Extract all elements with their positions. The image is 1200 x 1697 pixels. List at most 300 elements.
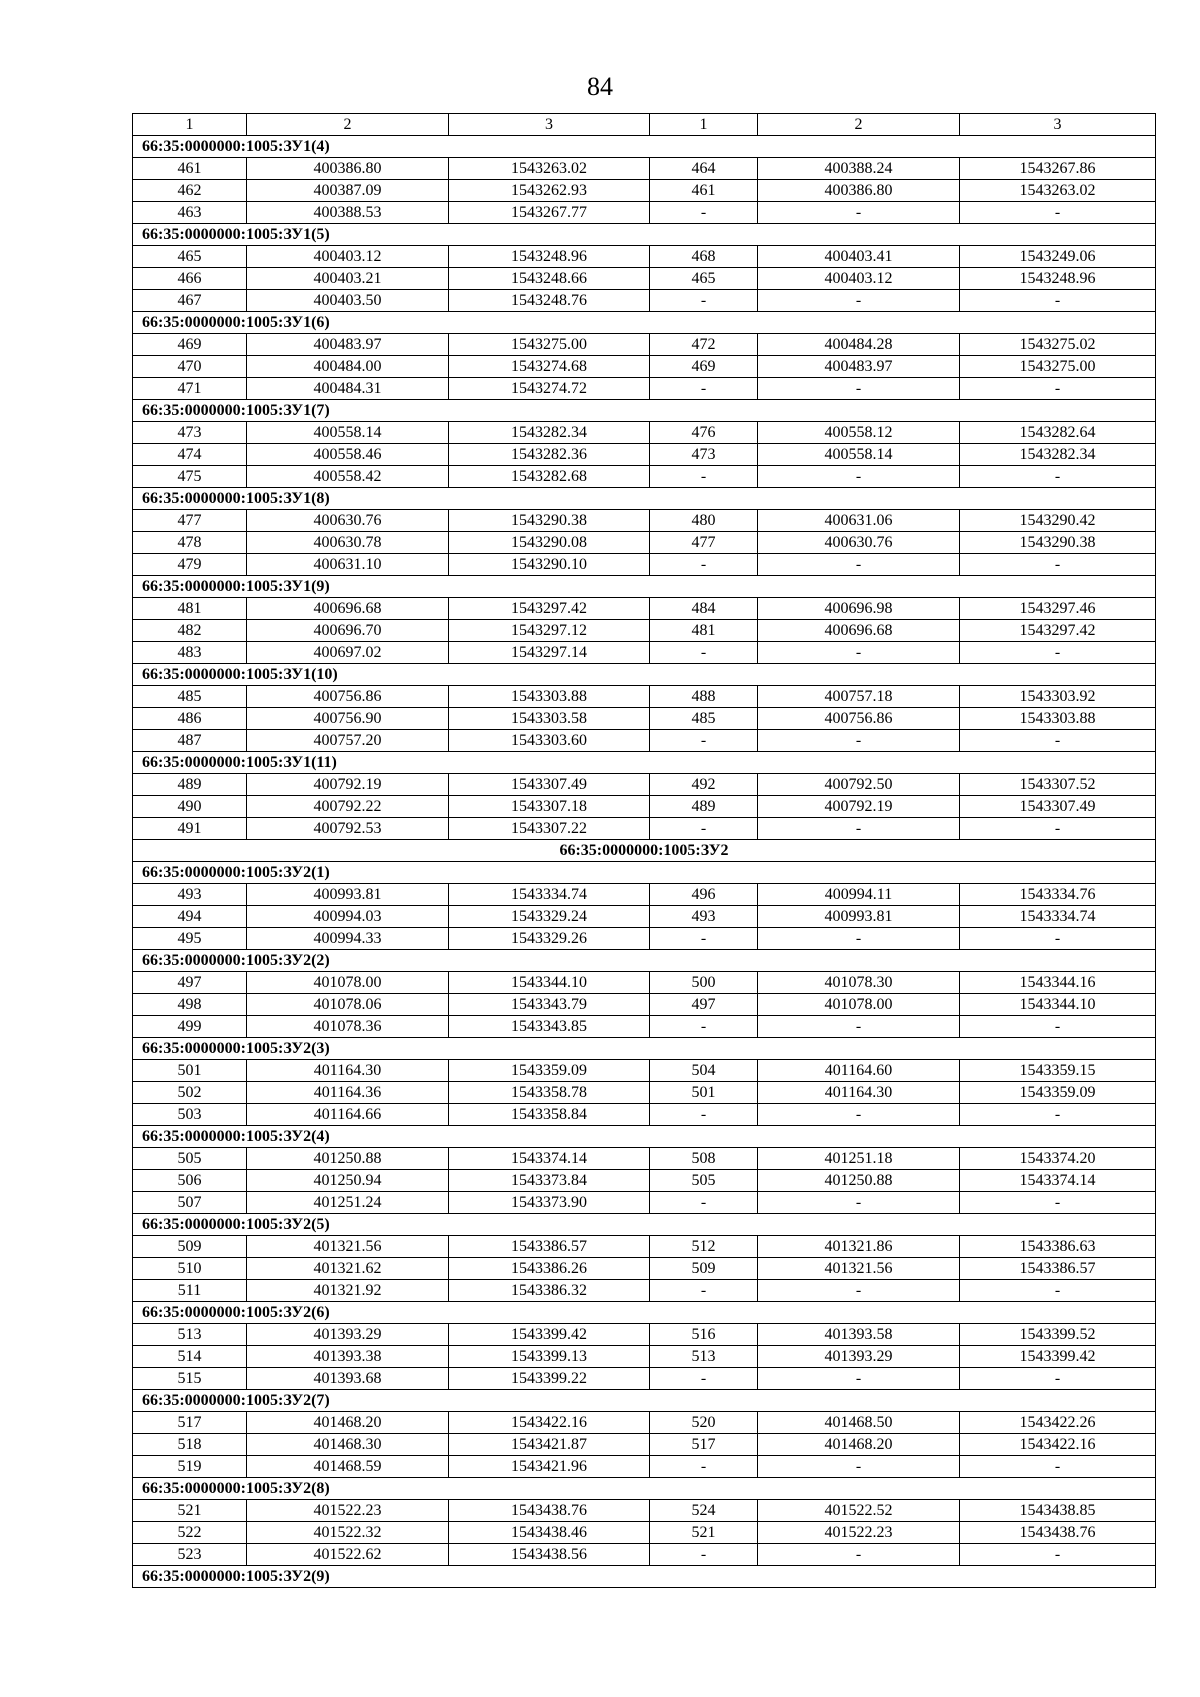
table-cell: 400483.97 [247, 334, 449, 356]
table-row [133, 818, 1156, 840]
table-cell: 495 [133, 928, 247, 950]
table-cell: 1543274.68 [449, 356, 650, 378]
table-cell: 478 [133, 532, 247, 554]
table-cell: 400696.70 [247, 620, 449, 642]
page-number: 84 [587, 72, 613, 101]
table-row [133, 906, 1156, 928]
table-cell: 490 [133, 796, 247, 818]
table-cell: 1543329.24 [449, 906, 650, 928]
table-cell: 1543422.16 [960, 1434, 1156, 1456]
table-cell: 487 [133, 730, 247, 752]
table-cell: - [960, 818, 1156, 840]
table-cell: 1543358.84 [449, 1104, 650, 1126]
table-cell: 497 [650, 994, 758, 1016]
table-cell: 463 [133, 202, 247, 224]
table-cell: 401250.88 [758, 1170, 960, 1192]
table-row [133, 1500, 1156, 1522]
table-cell: 1543399.42 [449, 1324, 650, 1346]
table-cell: 401164.30 [758, 1082, 960, 1104]
table-cell: 1543303.88 [449, 686, 650, 708]
table-cell: 482 [133, 620, 247, 642]
table-cell: 401393.29 [758, 1346, 960, 1368]
table-cell: 400630.76 [758, 532, 960, 554]
section-title: 66:35:0000000:1005:ЗУ1(5) [133, 224, 1156, 246]
table-cell: 401251.18 [758, 1148, 960, 1170]
table-row [133, 1104, 1156, 1126]
section-heading-row [133, 136, 1156, 158]
table-cell: - [960, 1456, 1156, 1478]
table-cell: 522 [133, 1522, 247, 1544]
table-cell: 507 [133, 1192, 247, 1214]
table-cell: 509 [650, 1258, 758, 1280]
table-cell: 400994.11 [758, 884, 960, 906]
table-cell: 401078.00 [758, 994, 960, 1016]
table-cell: 521 [133, 1500, 247, 1522]
table-cell: 471 [133, 378, 247, 400]
section-title: 66:35:0000000:1005:ЗУ2(5) [133, 1214, 1156, 1236]
table-cell: 469 [650, 356, 758, 378]
table-cell: 400403.12 [758, 268, 960, 290]
section-heading-row [133, 862, 1156, 884]
table-cell: 1543297.42 [960, 620, 1156, 642]
table-cell: - [650, 1280, 758, 1302]
table-cell: 401164.60 [758, 1060, 960, 1082]
section-heading-row [133, 576, 1156, 598]
section-heading-row [133, 1390, 1156, 1412]
table-cell: - [758, 928, 960, 950]
table-cell: 1543297.12 [449, 620, 650, 642]
table-cell: 400756.86 [247, 686, 449, 708]
table-cell: - [960, 1016, 1156, 1038]
table-cell: 494 [133, 906, 247, 928]
table-cell: 1543386.57 [960, 1258, 1156, 1280]
table-cell: - [650, 1016, 758, 1038]
table-cell: 1543282.68 [449, 466, 650, 488]
table-cell: 1543329.26 [449, 928, 650, 950]
table-cell: - [960, 1104, 1156, 1126]
table-row [133, 356, 1156, 378]
table-cell: - [960, 730, 1156, 752]
table-cell: 401321.56 [247, 1236, 449, 1258]
table-cell: 1543386.32 [449, 1280, 650, 1302]
table-cell: 401393.38 [247, 1346, 449, 1368]
section-heading-row [133, 1302, 1156, 1324]
table-cell: 401468.20 [247, 1412, 449, 1434]
table-cell: 400630.78 [247, 532, 449, 554]
table-cell: 1543399.22 [449, 1368, 650, 1390]
table-cell: 518 [133, 1434, 247, 1456]
table-cell: - [758, 1016, 960, 1038]
table-cell: - [758, 1368, 960, 1390]
table-cell: 1543303.60 [449, 730, 650, 752]
table-row [133, 378, 1156, 400]
table-cell: 514 [133, 1346, 247, 1368]
table-cell: 400484.00 [247, 356, 449, 378]
table-cell: 1543290.38 [960, 532, 1156, 554]
table-cell: 1543438.46 [449, 1522, 650, 1544]
table-row [133, 290, 1156, 312]
table-cell: 1543297.14 [449, 642, 650, 664]
table-cell: 475 [133, 466, 247, 488]
table-cell: 400388.53 [247, 202, 449, 224]
table-cell: - [960, 928, 1156, 950]
table-row [133, 1280, 1156, 1302]
table-cell: - [758, 378, 960, 400]
table-cell: 1543422.26 [960, 1412, 1156, 1434]
table-cell: 498 [133, 994, 247, 1016]
table-cell: 400696.98 [758, 598, 960, 620]
table-cell: 400631.10 [247, 554, 449, 576]
table-cell: 517 [650, 1434, 758, 1456]
table-cell: - [758, 1192, 960, 1214]
table-cell: 477 [650, 532, 758, 554]
section-heading-row [133, 488, 1156, 510]
table-cell: 1543249.06 [960, 246, 1156, 268]
table-row [133, 620, 1156, 642]
table-cell: 1543359.09 [449, 1060, 650, 1082]
table-row [133, 1148, 1156, 1170]
table-row [133, 598, 1156, 620]
table-cell: 1543307.18 [449, 796, 650, 818]
table-row [133, 268, 1156, 290]
section-heading-row [133, 1038, 1156, 1060]
table-row [133, 510, 1156, 532]
table-cell: 1543297.46 [960, 598, 1156, 620]
table-row [133, 928, 1156, 950]
table-cell: 401468.59 [247, 1456, 449, 1478]
table-cell: 1543438.76 [960, 1522, 1156, 1544]
table-cell: 401078.06 [247, 994, 449, 1016]
table-cell: 401078.36 [247, 1016, 449, 1038]
table-cell: 508 [650, 1148, 758, 1170]
table-cell: 1543267.86 [960, 158, 1156, 180]
table-cell: 400403.50 [247, 290, 449, 312]
table-cell: 401164.30 [247, 1060, 449, 1082]
table-cell: 1543307.22 [449, 818, 650, 840]
table-cell: 1543334.74 [960, 906, 1156, 928]
table-row [133, 422, 1156, 444]
table-row [133, 972, 1156, 994]
table-cell: - [650, 1104, 758, 1126]
table-cell: - [960, 202, 1156, 224]
table-cell: - [650, 1368, 758, 1390]
coordinates-table-body [133, 114, 1156, 1588]
table-cell: 1543263.02 [449, 158, 650, 180]
table-cell: 476 [650, 422, 758, 444]
table-cell: 401164.36 [247, 1082, 449, 1104]
table-row [133, 1082, 1156, 1104]
table-cell: 1543248.76 [449, 290, 650, 312]
section-title: 66:35:0000000:1005:ЗУ1(9) [133, 576, 1156, 598]
table-cell: 400484.31 [247, 378, 449, 400]
table-cell: 506 [133, 1170, 247, 1192]
table-cell: 1543307.49 [960, 796, 1156, 818]
table-cell: 462 [133, 180, 247, 202]
section-title: 66:35:0000000:1005:ЗУ2(3) [133, 1038, 1156, 1060]
table-cell: 400792.22 [247, 796, 449, 818]
table-cell: 474 [133, 444, 247, 466]
table-cell: - [650, 928, 758, 950]
table-row [133, 1368, 1156, 1390]
section-title: 66:35:0000000:1005:ЗУ2(9) [133, 1566, 1156, 1588]
table-cell: 472 [650, 334, 758, 356]
table-cell: 400558.12 [758, 422, 960, 444]
table-cell: - [960, 1544, 1156, 1566]
table-cell: 481 [650, 620, 758, 642]
table-cell: 400558.14 [758, 444, 960, 466]
table-cell: 1543303.88 [960, 708, 1156, 730]
table-cell: 1543344.16 [960, 972, 1156, 994]
table-cell: 401468.30 [247, 1434, 449, 1456]
column-header: 2 [247, 114, 449, 136]
table-cell: 1543303.92 [960, 686, 1156, 708]
table-cell: 1543399.52 [960, 1324, 1156, 1346]
table-cell: 1543421.96 [449, 1456, 650, 1478]
table-cell: 400792.50 [758, 774, 960, 796]
table-cell: - [960, 554, 1156, 576]
table-cell: - [758, 1104, 960, 1126]
section-title: 66:35:0000000:1005:ЗУ1(11) [133, 752, 1156, 774]
table-row [133, 1456, 1156, 1478]
table-cell: 400630.76 [247, 510, 449, 532]
table-cell: 467 [133, 290, 247, 312]
table-row [133, 1192, 1156, 1214]
table-cell: 1543282.36 [449, 444, 650, 466]
table-cell: - [758, 1456, 960, 1478]
table-cell: 400697.02 [247, 642, 449, 664]
table-cell: 515 [133, 1368, 247, 1390]
table-row [133, 532, 1156, 554]
table-cell: 400403.12 [247, 246, 449, 268]
table-cell: 400388.24 [758, 158, 960, 180]
table-cell: 1543248.96 [449, 246, 650, 268]
table-cell: - [960, 1280, 1156, 1302]
table-cell: 1543290.38 [449, 510, 650, 532]
table-cell: 400993.81 [247, 884, 449, 906]
table-cell: - [960, 466, 1156, 488]
table-cell: 1543374.14 [449, 1148, 650, 1170]
table-row [133, 466, 1156, 488]
table-cell: 1543263.02 [960, 180, 1156, 202]
table-cell: - [650, 202, 758, 224]
table-cell: 1543290.10 [449, 554, 650, 576]
section-heading-row [133, 1126, 1156, 1148]
table-cell: 500 [650, 972, 758, 994]
table-cell: - [650, 1456, 758, 1478]
table-cell: 1543359.15 [960, 1060, 1156, 1082]
section-title: 66:35:0000000:1005:ЗУ2(1) [133, 862, 1156, 884]
table-cell: - [650, 290, 758, 312]
section-title: 66:35:0000000:1005:ЗУ2(4) [133, 1126, 1156, 1148]
table-cell: 400756.90 [247, 708, 449, 730]
table-cell: 484 [650, 598, 758, 620]
table-cell: 517 [133, 1412, 247, 1434]
table-cell: 1543275.00 [449, 334, 650, 356]
table-cell: 504 [650, 1060, 758, 1082]
table-cell: 521 [650, 1522, 758, 1544]
table-cell: 401250.88 [247, 1148, 449, 1170]
table-cell: 481 [133, 598, 247, 620]
table-row [133, 730, 1156, 752]
table-cell: 1543307.52 [960, 774, 1156, 796]
table-cell: 1543282.34 [449, 422, 650, 444]
table-cell: - [650, 1544, 758, 1566]
table-cell: 465 [650, 268, 758, 290]
table-cell: 1543334.74 [449, 884, 650, 906]
table-cell: 1543386.63 [960, 1236, 1156, 1258]
table-cell: 469 [133, 334, 247, 356]
table-cell: 520 [650, 1412, 758, 1434]
table-cell: 1543358.78 [449, 1082, 650, 1104]
table-cell: 1543282.34 [960, 444, 1156, 466]
table-cell: 493 [133, 884, 247, 906]
table-row [133, 1060, 1156, 1082]
table-cell: 400403.41 [758, 246, 960, 268]
table-cell: 505 [133, 1148, 247, 1170]
table-cell: 401522.23 [758, 1522, 960, 1544]
table-row [133, 1258, 1156, 1280]
table-cell: 401393.68 [247, 1368, 449, 1390]
table-cell: 1543262.93 [449, 180, 650, 202]
table-cell: - [758, 642, 960, 664]
table-cell: - [758, 202, 960, 224]
table-cell: 501 [650, 1082, 758, 1104]
coordinates-table [132, 113, 1156, 1588]
table-cell: 1543274.72 [449, 378, 650, 400]
table-cell: 465 [133, 246, 247, 268]
table-cell: 400792.19 [247, 774, 449, 796]
table-cell: 499 [133, 1016, 247, 1038]
table-cell: 1543275.00 [960, 356, 1156, 378]
table-cell: 400993.81 [758, 906, 960, 928]
table-cell: 509 [133, 1236, 247, 1258]
table-cell: 1543374.14 [960, 1170, 1156, 1192]
table-cell: 1543303.58 [449, 708, 650, 730]
table-cell: - [650, 642, 758, 664]
table-cell: 502 [133, 1082, 247, 1104]
table-cell: 1543248.96 [960, 268, 1156, 290]
table-cell: - [650, 466, 758, 488]
table-row [133, 642, 1156, 664]
table-row [133, 554, 1156, 576]
table-cell: 483 [133, 642, 247, 664]
table-cell: 461 [650, 180, 758, 202]
table-cell: 1543386.26 [449, 1258, 650, 1280]
column-header: 2 [758, 114, 960, 136]
table-cell: 400558.46 [247, 444, 449, 466]
table-cell: 485 [650, 708, 758, 730]
table-cell: 1543359.09 [960, 1082, 1156, 1104]
table-cell: 401393.58 [758, 1324, 960, 1346]
table-row [133, 774, 1156, 796]
table-cell: - [758, 730, 960, 752]
table-cell: 492 [650, 774, 758, 796]
section-title: 66:35:0000000:1005:ЗУ1(7) [133, 400, 1156, 422]
column-header: 3 [960, 114, 1156, 136]
table-cell: - [960, 1368, 1156, 1390]
table-cell: 1543374.20 [960, 1148, 1156, 1170]
section-heading-row [133, 224, 1156, 246]
table-cell: - [650, 818, 758, 840]
table-cell: 400994.03 [247, 906, 449, 928]
group-heading-row [133, 840, 1156, 862]
table-row [133, 334, 1156, 356]
table-cell: - [650, 378, 758, 400]
table-cell: 1543399.13 [449, 1346, 650, 1368]
section-title: 66:35:0000000:1005:ЗУ1(4) [133, 136, 1156, 158]
table-cell: 400792.19 [758, 796, 960, 818]
table-cell: 400484.28 [758, 334, 960, 356]
table-cell: 401522.52 [758, 1500, 960, 1522]
table-cell: 400757.18 [758, 686, 960, 708]
table-cell: 400757.20 [247, 730, 449, 752]
table-cell: 516 [650, 1324, 758, 1346]
table-cell: 1543307.49 [449, 774, 650, 796]
table-cell: 400386.80 [247, 158, 449, 180]
table-row [133, 1544, 1156, 1566]
section-heading-row [133, 752, 1156, 774]
table-cell: 468 [650, 246, 758, 268]
section-heading-row [133, 400, 1156, 422]
section-title: 66:35:0000000:1005:ЗУ2(8) [133, 1478, 1156, 1500]
table-cell: 477 [133, 510, 247, 532]
table-cell: 400558.14 [247, 422, 449, 444]
table-cell: 1543438.56 [449, 1544, 650, 1566]
table-cell: 401321.86 [758, 1236, 960, 1258]
table-cell: 485 [133, 686, 247, 708]
table-cell: 400387.09 [247, 180, 449, 202]
section-title: 66:35:0000000:1005:ЗУ2(7) [133, 1390, 1156, 1412]
section-title: 66:35:0000000:1005:ЗУ2(6) [133, 1302, 1156, 1324]
table-row [133, 884, 1156, 906]
table-cell: - [960, 378, 1156, 400]
section-title: 66:35:0000000:1005:ЗУ1(6) [133, 312, 1156, 334]
table-cell: - [758, 466, 960, 488]
table-row [133, 1412, 1156, 1434]
section-title: 66:35:0000000:1005:ЗУ2(2) [133, 950, 1156, 972]
table-cell: 493 [650, 906, 758, 928]
table-cell: 466 [133, 268, 247, 290]
table-cell: - [758, 554, 960, 576]
section-title: 66:35:0000000:1005:ЗУ1(10) [133, 664, 1156, 686]
table-cell: 401321.56 [758, 1258, 960, 1280]
group-heading: 66:35:0000000:1005:ЗУ2 [133, 840, 1156, 862]
section-heading-row [133, 312, 1156, 334]
table-cell: 1543290.08 [449, 532, 650, 554]
table-row [133, 180, 1156, 202]
table-cell: 401164.66 [247, 1104, 449, 1126]
table-cell: 489 [133, 774, 247, 796]
table-cell: 473 [133, 422, 247, 444]
table-cell: 523 [133, 1544, 247, 1566]
table-cell: 400792.53 [247, 818, 449, 840]
table-cell: 400696.68 [247, 598, 449, 620]
table-cell: 401522.32 [247, 1522, 449, 1544]
table-cell: 401468.20 [758, 1434, 960, 1456]
table-row [133, 1346, 1156, 1368]
table-cell: 1543373.84 [449, 1170, 650, 1192]
section-title: 66:35:0000000:1005:ЗУ1(8) [133, 488, 1156, 510]
table-cell: 401522.62 [247, 1544, 449, 1566]
table-cell: 400756.86 [758, 708, 960, 730]
table-row [133, 994, 1156, 1016]
table-cell: - [758, 818, 960, 840]
table-cell: 479 [133, 554, 247, 576]
table-cell: 401393.29 [247, 1324, 449, 1346]
table-cell: 1543344.10 [960, 994, 1156, 1016]
table-cell: 401251.24 [247, 1192, 449, 1214]
table-row [133, 1016, 1156, 1038]
